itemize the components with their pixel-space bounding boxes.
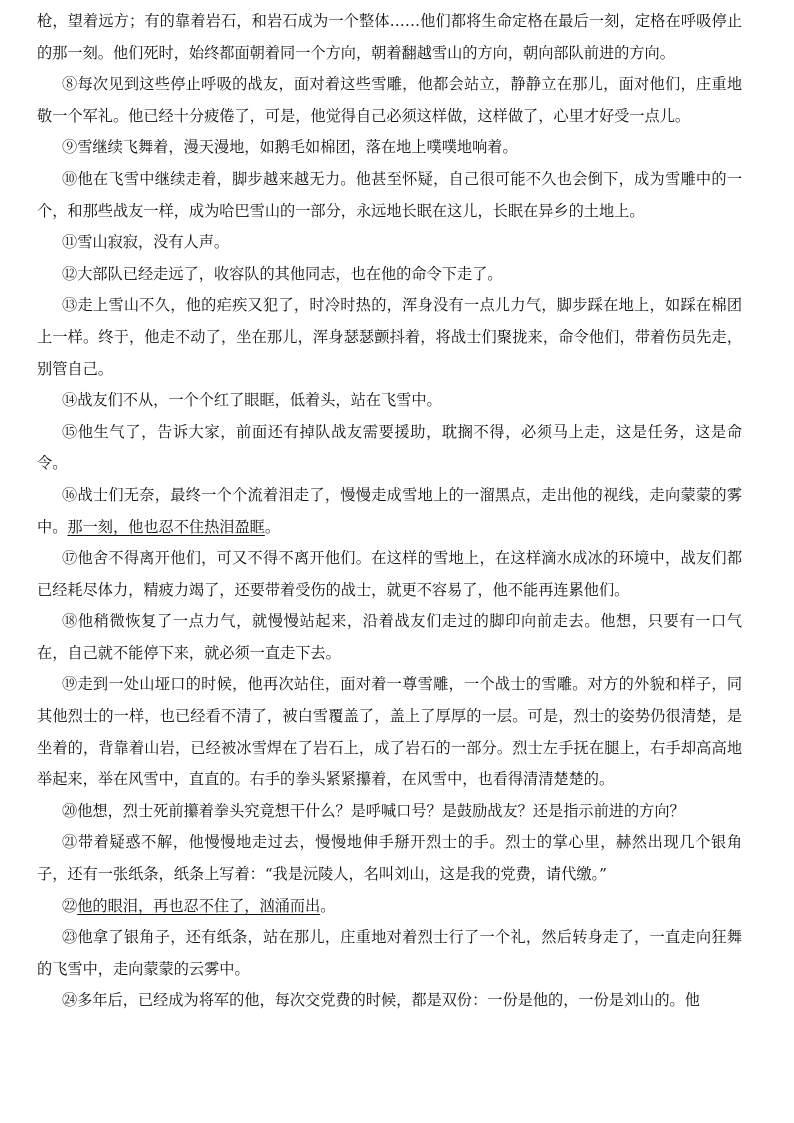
paragraph-text: 雪山寂寂，没有人声。 xyxy=(77,233,230,252)
paragraph-number: ⑮ xyxy=(62,422,78,441)
paragraph-text: 他生气了，告诉大家，前面还有掉队战友需要援助，耽搁不得，必须马上走，这是任务，这是命令。 xyxy=(37,422,743,473)
paragraph-text: 他想，烈士死前攥着拳头究竟想干什么？是呼喊口号？是鼓励战友？还是指示前进的方向？ xyxy=(77,801,685,820)
paragraph-11 xyxy=(37,227,742,259)
paragraph-15 xyxy=(37,417,742,480)
paragraph-text: 大部队已经走远了，收容队的其他同志，也在他的命令下走了。 xyxy=(77,264,503,283)
paragraph-text: 带着疑惑不解，他慢慢地走过去，慢慢地伸手掰开烈士的手。烈士的掌心里，赫然出现几个银角子，还有一张纸条，纸条上写着：“我是沅陵人，名叫刘山，这是我的党费，请代缴。” xyxy=(37,833,743,884)
paragraph-12 xyxy=(37,259,742,291)
paragraph-24 xyxy=(37,985,742,1017)
paragraph-number: ⑰ xyxy=(62,549,78,568)
paragraph-text: 走到一处山垭口的时候，他再次站住，面对着一尊雪雕，一个战士的雪雕。对方的外貌和样子，同其他烈士的一样，也已经看不清了，被白雪覆盖了，盖上了厚厚的一层。可是，烈士的姿势仍很清楚，是坐着的，背靠着山岩，已经被冰雪焊在了岩石上，成了岩石的一部分。烈士左手抚在腿上，右手却高高地举起来，举在风雪中，直直的。右手的拳头紧紧攥着，在风雪中，也看得清清楚楚的。 xyxy=(37,675,743,789)
paragraph-text: 他在飞雪中继续走着，脚步越来越无力。他甚至怀疑，自己很可能不久也会倒下，成为雪雕中的一个，和那些战友一样，成为哈巴雪山的一部分，永远地长眠在这儿，长眠在异乡的土地上。 xyxy=(37,169,743,220)
paragraph-number: ⑯ xyxy=(62,485,78,504)
paragraph-number: ⑨ xyxy=(62,138,78,157)
paragraph-number: ⑳ xyxy=(62,801,78,820)
paragraph-number: ⑬ xyxy=(62,296,78,315)
paragraph-number: ⑭ xyxy=(62,391,78,410)
paragraph-number: ⑧ xyxy=(62,75,78,94)
paragraph-16 xyxy=(37,480,742,543)
paragraph-text: 每次见到这些停止呼吸的战友，面对着这些雪雕，他都会站立，静静立在那儿，面对他们，庄重地敬一个军礼。他已经十分疲倦了，可是，他觉得自己必须这样做，这样做了，心里才好受一点儿。 xyxy=(37,75,743,125)
paragraph-19 xyxy=(37,669,742,795)
paragraph-number: ㉔ xyxy=(62,991,78,1010)
paragraph-text-end: 。 xyxy=(264,517,280,536)
paragraph-text: 枪，望着远方；有的靠着岩石，和岩石成为一个整体……他们都将生命定格在最后一刻，定格在呼吸停止的那一刻。他们死时，始终都面朝着同一个方向，朝着翻越雪山的方向，朝向部队前进的方向。 xyxy=(37,12,742,62)
underlined-sentence: 他的眼泪，再也忍不住了，汹涌而出 xyxy=(77,896,321,915)
paragraph-18 xyxy=(37,606,742,669)
paragraph-21 xyxy=(37,827,742,890)
paragraph-8 xyxy=(37,69,742,132)
paragraph-text: 他舍不得离开他们，可又不得不离开他们。在这样的雪地上，在这样滴水成冰的环境中，战友们都已经耗尽体力，精疲力竭了，还要带着受伤的战士，就更不容易了，他不能再连累他们。 xyxy=(37,549,743,599)
paragraph-17 xyxy=(37,543,742,606)
paragraph-9 xyxy=(37,132,742,164)
paragraph-text: 他稍微恢复了一点力气，就慢慢站起来，沿着战友们走过的脚印向前走去。他想，只要有一口气在，自己就不能停下来，就必须一直走下去。 xyxy=(37,612,743,662)
paragraph-number: ⑱ xyxy=(62,612,78,631)
paragraph-22 xyxy=(37,891,742,923)
paragraph-text: 他拿了银角子，还有纸条，站在那儿，庄重地对着烈士行了一个礼，然后转身走了，一直走向狂舞的飞雪中，走向蒙蒙的云雾中。 xyxy=(37,928,743,978)
paragraph-number: ㉓ xyxy=(62,928,78,947)
paragraph-13 xyxy=(37,290,742,385)
paragraph-text: 走上雪山不久，他的疟疾又犯了，时冷时热的，浑身没有一点儿力气，脚步踩在地上，如踩在棉团上一样。终于，他走不动了，坐在那儿，浑身瑟瑟颤抖着，将战士们聚拢来，命令他们，带着伤员先走，别管自己。 xyxy=(37,296,743,378)
paragraph-continued xyxy=(37,6,742,69)
paragraph-number: ⑩ xyxy=(62,169,78,188)
paragraph-10 xyxy=(37,164,742,227)
paragraph-number: ⑪ xyxy=(62,233,78,252)
paragraph-23 xyxy=(37,922,742,985)
paragraph-14 xyxy=(37,385,742,417)
paragraph-text: 雪继续飞舞着，漫天漫地，如鹅毛如棉团，落在地上噗噗地响着。 xyxy=(77,138,518,157)
paragraph-number: ㉑ xyxy=(62,833,78,852)
paragraph-number: ㉒ xyxy=(62,896,78,915)
paragraph-text: 战士们无奈，最终一个个流着泪走了，慢慢走成雪地上的一溜黑点，走出他的视线，走向蒙蒙的雾中。 xyxy=(37,485,743,536)
paragraph-text: 战友们不从，一个个红了眼眶，低着头，站在飞雪中。 xyxy=(77,391,442,410)
underlined-sentence: 那一刻，他也忍不住热泪盈眶 xyxy=(67,517,265,536)
paragraph-text: 多年后，已经成为将军的他，每次交党费的时候，都是双份：一份是他的，一份是刘山的。他 xyxy=(77,991,700,1010)
paragraph-text-end: 。 xyxy=(320,896,336,915)
paragraph-number: ⑲ xyxy=(62,675,78,694)
paragraph-20 xyxy=(37,796,742,828)
paragraph-number: ⑫ xyxy=(62,264,78,283)
